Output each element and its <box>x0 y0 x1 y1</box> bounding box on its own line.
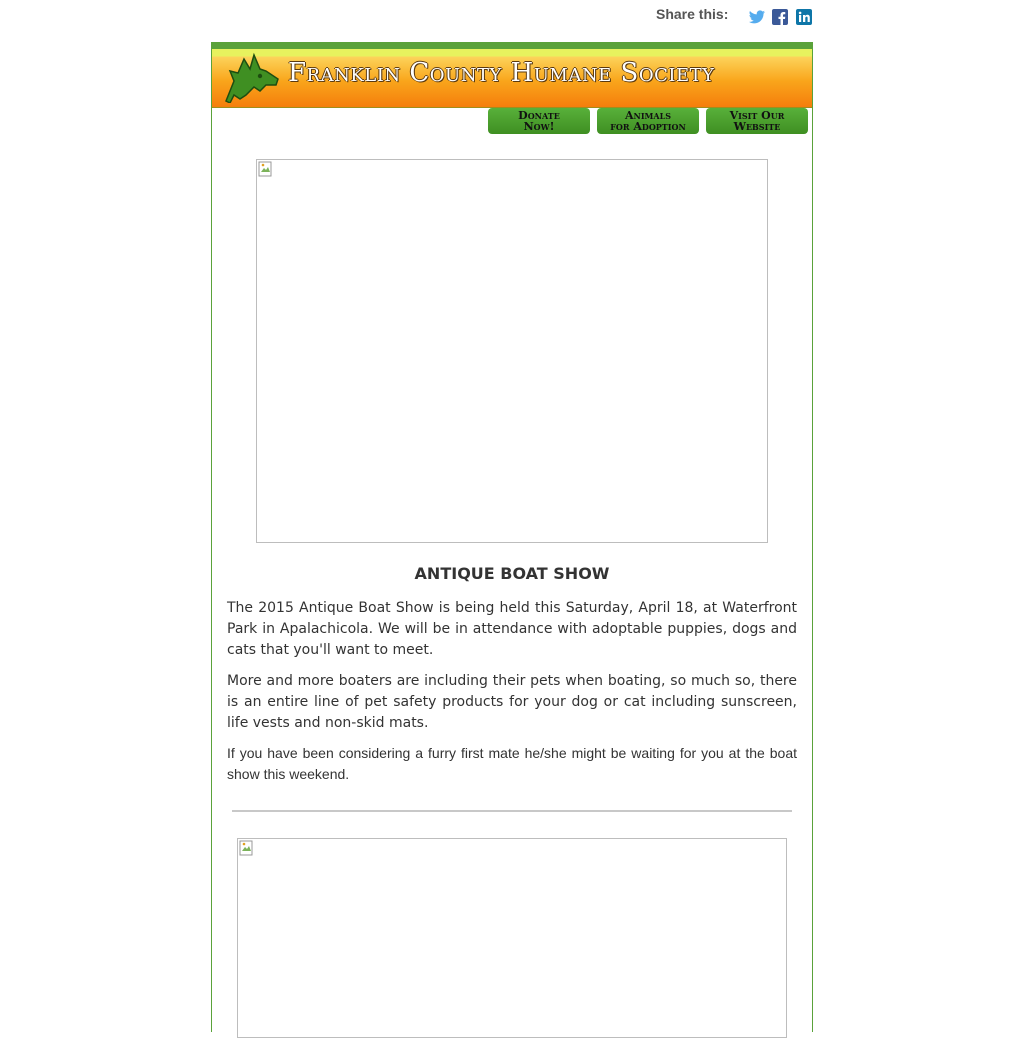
article-paragraph: If you have been considering a furry first mate he/she might be waiting for you at the boat show this weekend. <box>227 745 797 782</box>
nav-buttons <box>481 108 808 134</box>
article-image <box>256 159 768 543</box>
dog-head-logo <box>220 51 282 103</box>
article-paragraph: More and more boaters are including their pets when boating, so much so, there is an entire line of pet safety products for your dog or cat including sunscreen, life vests and non-skid mats. <box>227 673 797 731</box>
adoption-button[interactable]: Animals for Adoption <box>597 108 699 134</box>
website-button[interactable]: Visit Our Website <box>706 108 808 134</box>
article-title: ANTIQUE BOAT SHOW <box>414 564 610 583</box>
facebook-icon[interactable] <box>772 9 788 25</box>
share-bar <box>656 2 812 26</box>
second-article-image <box>237 838 787 1038</box>
twitter-icon[interactable] <box>748 9 764 25</box>
broken-image-icon <box>239 840 255 856</box>
section-divider <box>232 810 792 812</box>
article-paragraph: The 2015 Antique Boat Show is being held this Saturday, April 18, at Waterfront Park in Apalachicola. We will be in attendance with adoptable puppies, dogs and cats that you'll want to meet. <box>227 600 797 658</box>
newsletter-container <box>211 42 813 1032</box>
donate-button[interactable]: Donate Now! <box>488 108 590 134</box>
linkedin-icon[interactable] <box>796 9 812 25</box>
org-title: Franklin County Humane Society <box>288 58 715 88</box>
share-label: Share this: <box>656 6 729 22</box>
header-banner <box>212 42 812 108</box>
broken-image-icon <box>258 161 274 177</box>
